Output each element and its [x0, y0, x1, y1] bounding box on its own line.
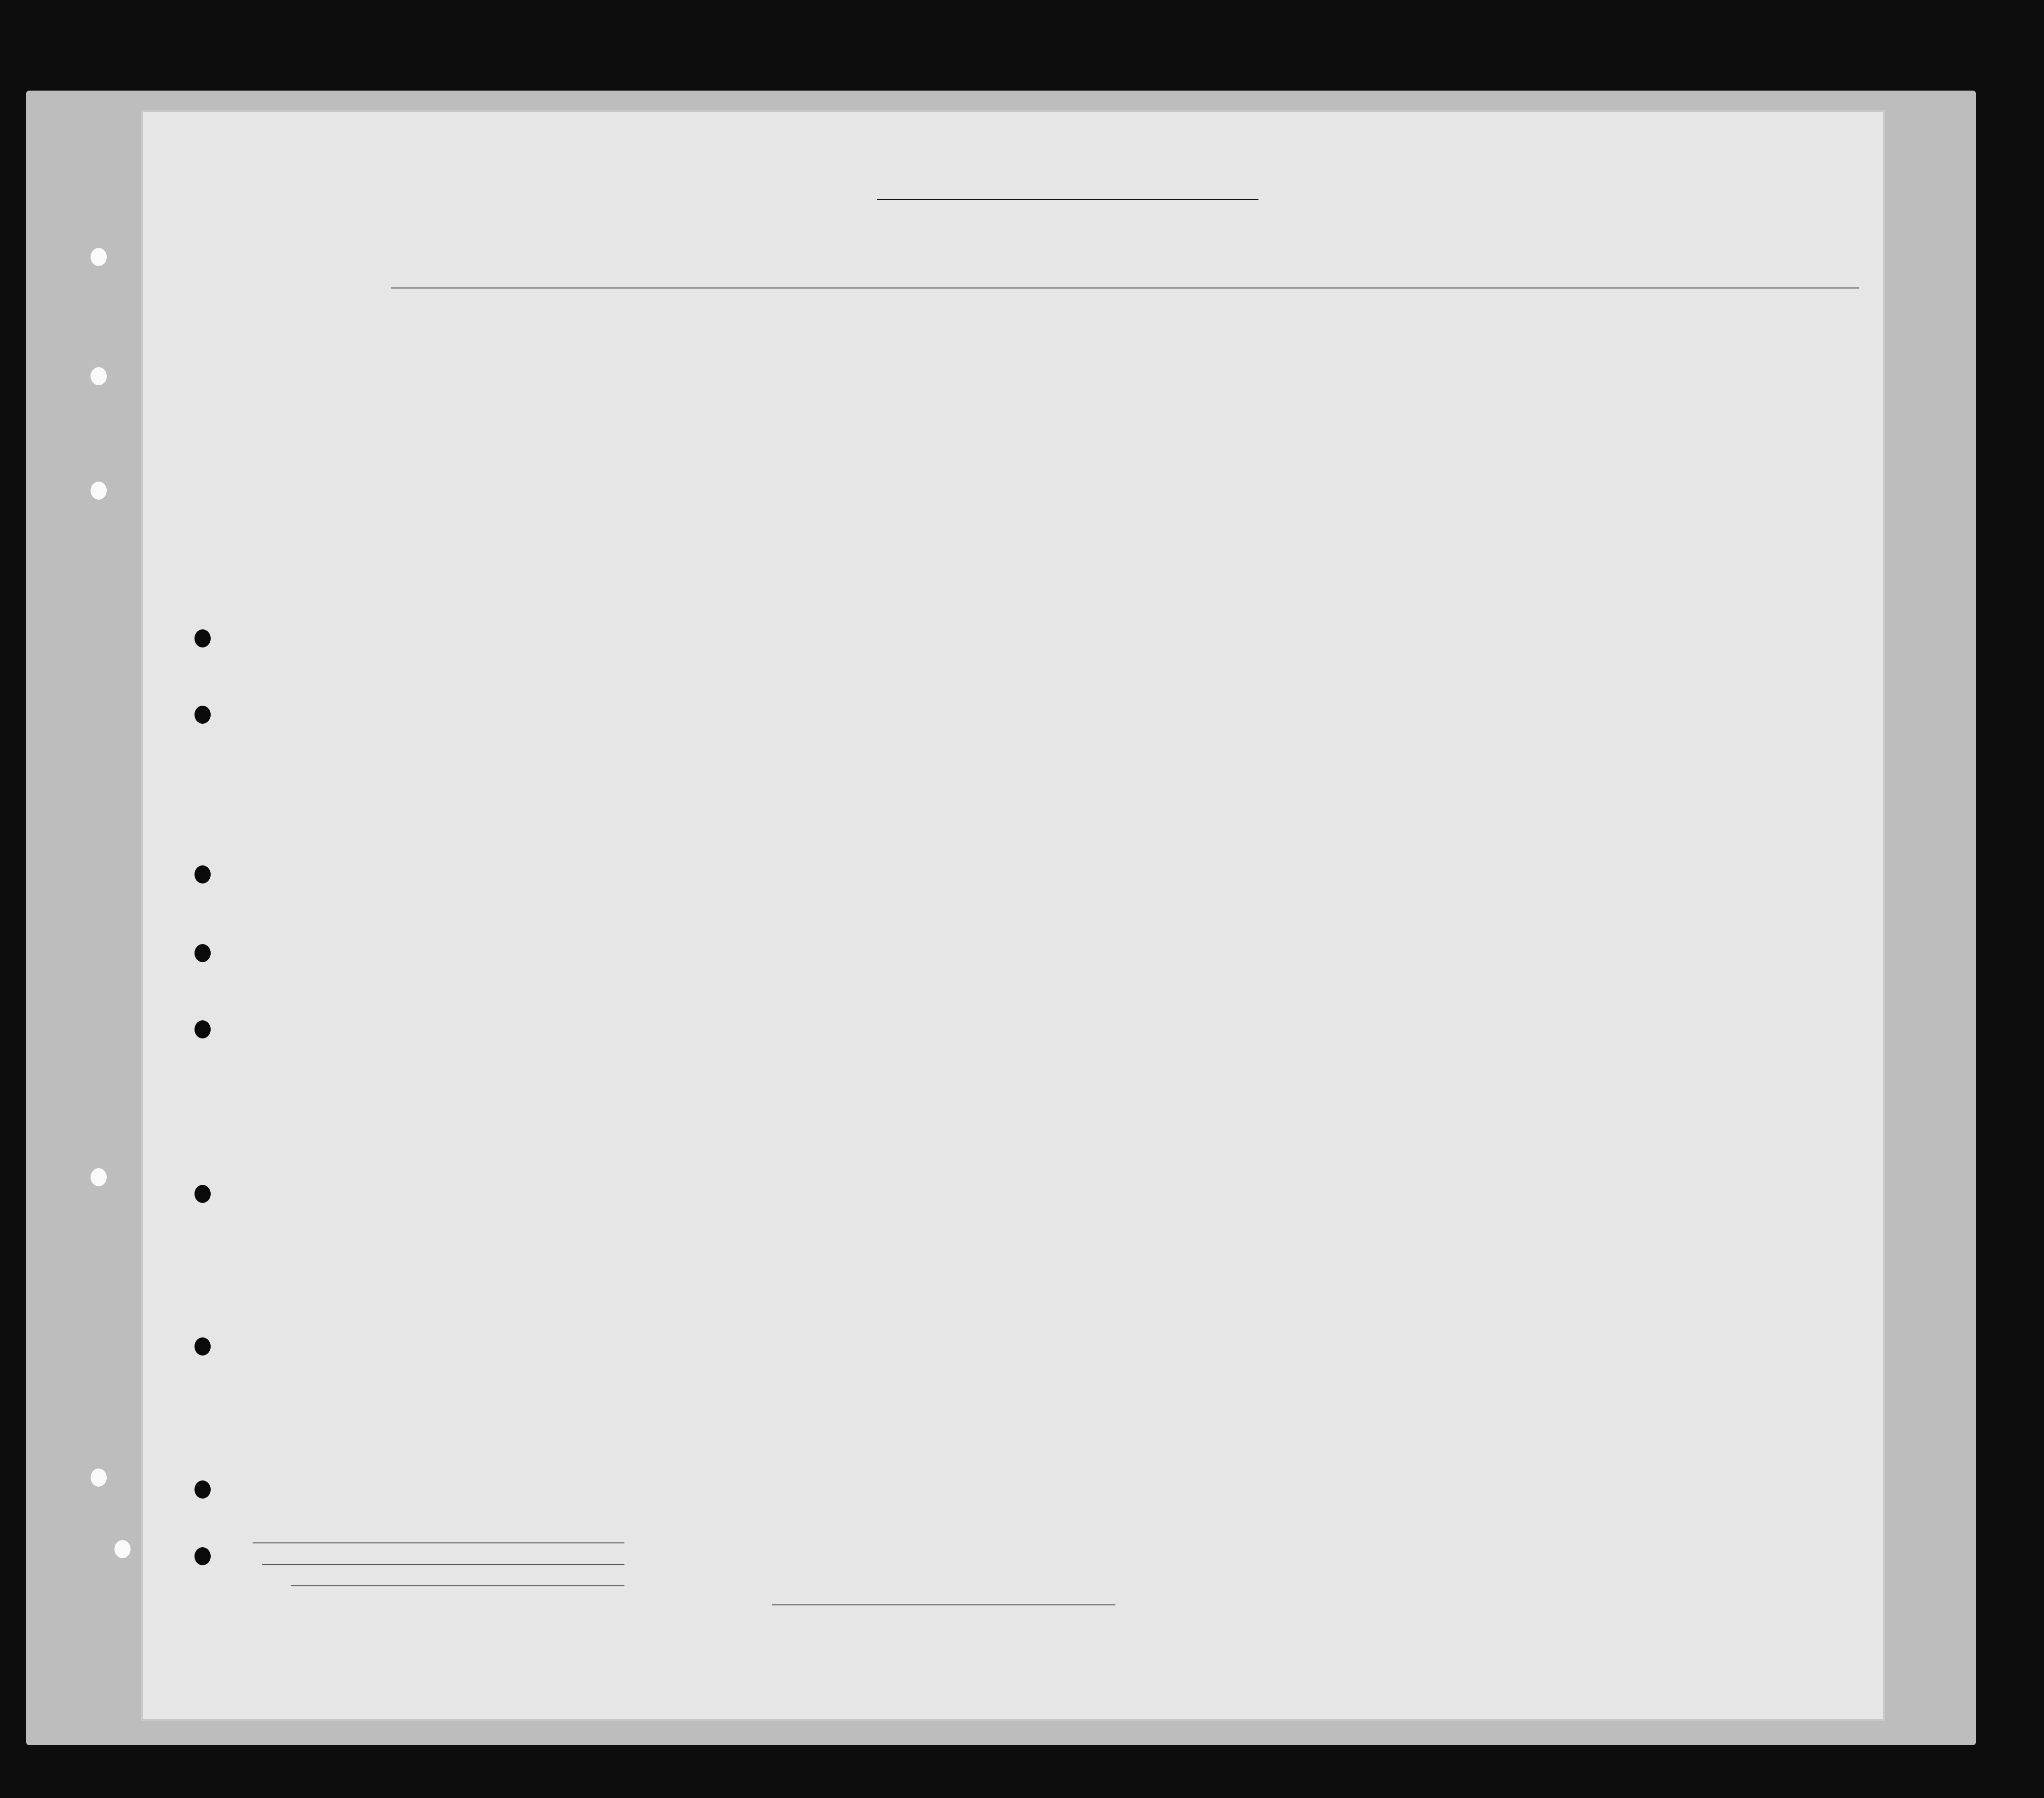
- binder-hole: [91, 482, 107, 500]
- punch-hole: [194, 629, 211, 647]
- binder-hole: [114, 1540, 131, 1558]
- punch-hole: [194, 1547, 211, 1565]
- binder-hole: [91, 248, 107, 266]
- binder-hole: [91, 367, 107, 385]
- line-underline: [253, 1542, 624, 1543]
- owners-underline: [262, 1564, 624, 1565]
- binder-hole: [91, 1469, 107, 1487]
- signature-line: [772, 1604, 1115, 1605]
- punch-hole: [194, 865, 211, 884]
- agents-underline: [291, 1585, 624, 1586]
- punch-hole: [194, 706, 211, 724]
- title-underline: [877, 199, 1258, 200]
- punch-hole: [194, 1185, 211, 1203]
- manifest-page: [143, 112, 1883, 1719]
- punch-hole: [194, 944, 211, 962]
- punch-hole: [194, 1337, 211, 1356]
- binder-hole: [91, 1168, 107, 1186]
- punch-hole: [194, 1480, 211, 1499]
- punch-hole: [194, 1020, 211, 1038]
